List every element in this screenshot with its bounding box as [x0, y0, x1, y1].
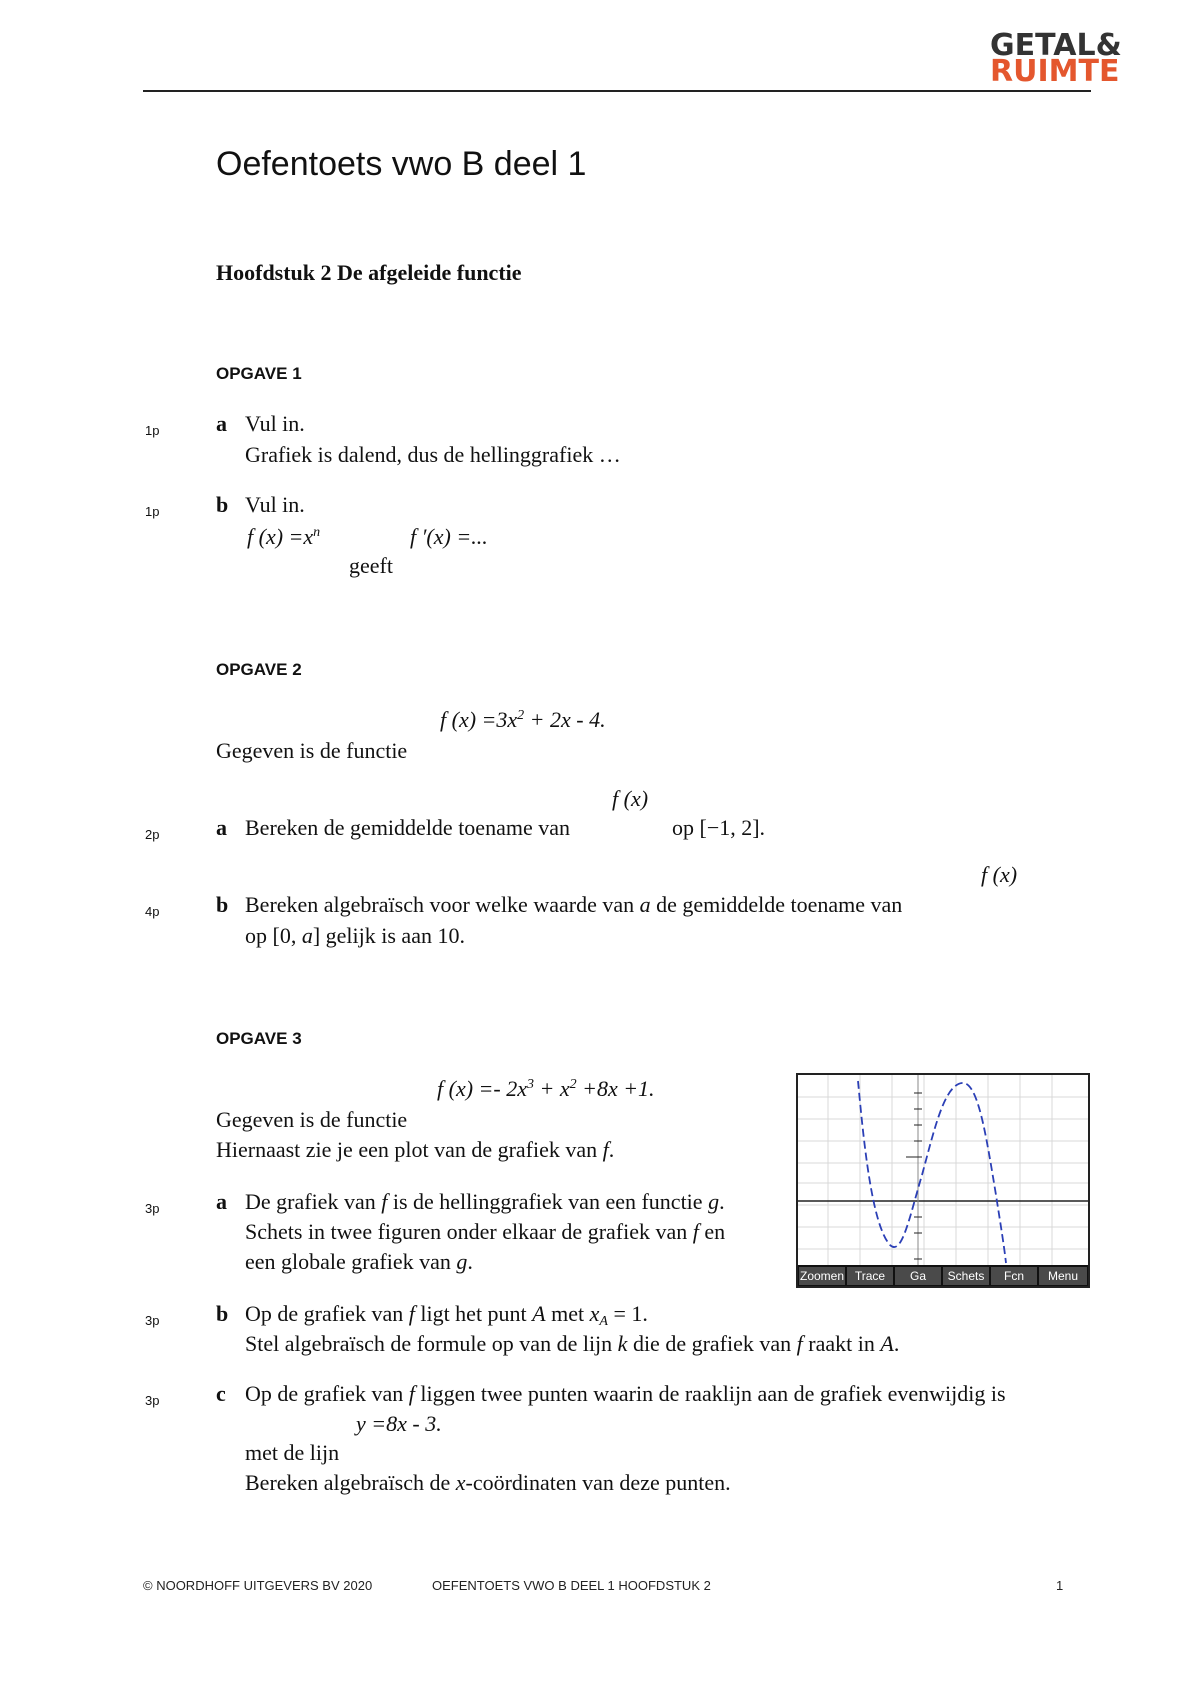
- question-3c-line2: met de lijn: [245, 1440, 340, 1465]
- footer-page-number: 1: [1056, 1578, 1064, 1593]
- opgave-2-heading: OPGAVE 2: [216, 660, 302, 679]
- logo-ruimte: RUIMTE: [990, 54, 1120, 89]
- letter-2a: a: [216, 815, 227, 840]
- letter-1a: a: [216, 411, 227, 436]
- footer-copyright: © NOORDHOFF UITGEVERS BV 2020: [143, 1578, 373, 1593]
- formula-3c: y =8x - 3.: [356, 1411, 442, 1436]
- question-2b-line1: Bereken algebraïsch voor welke waarde van a de gemiddelde toename van: [245, 892, 903, 917]
- letter-3c: c: [216, 1381, 226, 1406]
- formula-2: f $(x) =3x^2 + 2x - 4$.: [440, 707, 606, 732]
- opgave-3-heading: OPGAVE 3: [216, 1029, 302, 1048]
- question-3a-line3: een globale grafiek van g.: [245, 1249, 473, 1274]
- question-1b-line1: Vul in.: [245, 492, 305, 517]
- formula-3: f $(x) =- 2x^3 + x^2 +8x +1$.: [437, 1076, 655, 1101]
- question-3c-line1: Op de grafiek van f liggen twee punten waarin de raaklijn aan de grafiek evenwijdig is: [245, 1381, 1006, 1406]
- letter-3b: b: [216, 1301, 229, 1326]
- points-3a: 3p: [145, 1201, 160, 1216]
- plot-menu-fcn[interactable]: Fcn: [1003, 1269, 1025, 1283]
- plot-menu-trace[interactable]: Trace: [854, 1269, 886, 1283]
- question-1a-line2: Grafiek is dalend, dus de hellinggrafiek …: [245, 442, 621, 467]
- logo-getal: GETAL&: [990, 28, 1122, 63]
- opgave-2-intro: Gegeven is de functie: [216, 738, 408, 763]
- letter-2b: b: [216, 892, 229, 917]
- footer-document: OEFENTOETS VWO B DEEL 1 HOOFDSTUK 2: [432, 1578, 711, 1593]
- page-title: Oefentoets vwo B deel 1: [216, 145, 587, 183]
- formula-1b-right: f ′(x) =...: [410, 524, 488, 549]
- plot-y-ticks: [906, 1093, 922, 1259]
- plot-graph: [798, 1075, 1088, 1286]
- points-1b: 1p: [145, 504, 160, 519]
- question-3b-line1: Op de grafiek van f ligt het punt A met $x_A = 1$.: [245, 1301, 648, 1329]
- chapter-heading: Hoofdstuk 2 De afgeleide functie: [216, 260, 522, 285]
- plot-curve: [858, 1081, 1006, 1263]
- opgave-3-intro2: Hiernaast zie je een plot van de grafiek van f.: [216, 1137, 615, 1162]
- question-3c-line3: Bereken algebraïsch de x-coördinaten van deze punten.: [245, 1470, 731, 1495]
- question-2a-interval: op [−1, 2].: [672, 815, 766, 840]
- plot-menu-ga[interactable]: Ga: [909, 1269, 927, 1283]
- question-3a-line1: De grafiek van f is de hellinggrafiek van een functie g.: [245, 1189, 725, 1214]
- question-2a-text: Bereken de gemiddelde toename van: [245, 815, 570, 840]
- plot-menu-menu[interactable]: Menu: [1047, 1269, 1079, 1283]
- calculator-plot: [796, 1073, 1090, 1288]
- formula-2a: f (x): [612, 786, 649, 811]
- question-3b-line2: Stel algebraïsch de formule op van de lijn k die de grafiek van f raakt in A.: [245, 1331, 900, 1356]
- points-2b: 4p: [145, 904, 160, 919]
- plot-menu-zoomen[interactable]: Zoomen: [799, 1269, 845, 1283]
- question-1a-line1: Vul in.: [245, 411, 305, 436]
- question-1b-geeft: geeft: [349, 553, 393, 578]
- plot-menu-schets[interactable]: Schets: [947, 1269, 985, 1283]
- opgave-3-intro1: Gegeven is de functie: [216, 1107, 408, 1132]
- formula-2b: f (x): [981, 862, 1018, 887]
- question-3a-line2: Schets in twee figuren onder elkaar de grafiek van f en: [245, 1219, 726, 1244]
- letter-3a: a: [216, 1189, 227, 1214]
- header-rule: [143, 90, 1091, 92]
- points-1a: 1p: [145, 423, 160, 438]
- formula-1b-left: f $(x) =x^n$: [247, 524, 321, 549]
- points-3c: 3p: [145, 1393, 160, 1408]
- opgave-1-heading: OPGAVE 1: [216, 364, 302, 383]
- question-2b-line2: op [0, a] gelijk is aan 10.: [245, 923, 465, 948]
- points-2a: 2p: [145, 827, 160, 842]
- points-3b: 3p: [145, 1313, 160, 1328]
- letter-1b: b: [216, 492, 229, 517]
